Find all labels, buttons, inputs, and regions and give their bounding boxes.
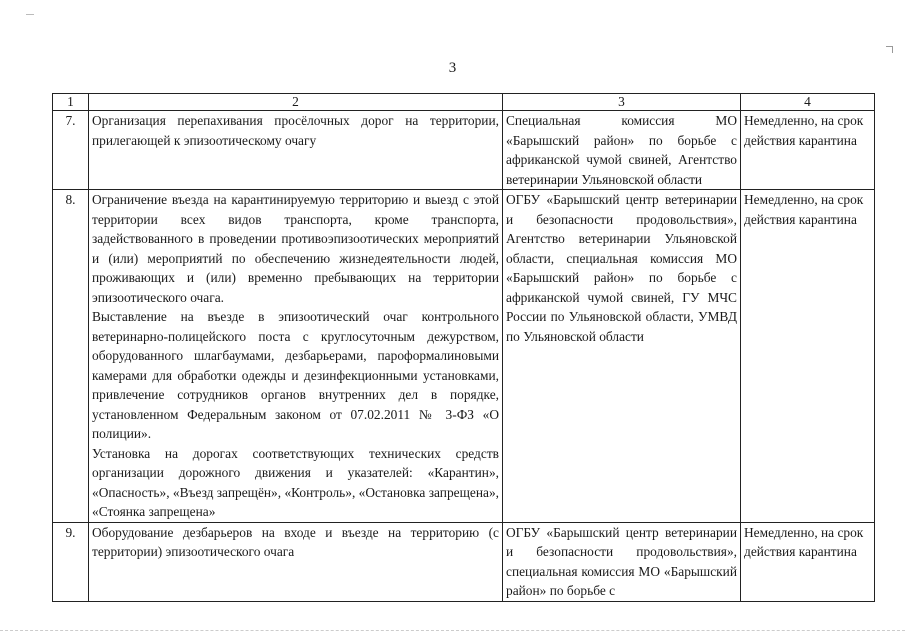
measure-text: Установка на дорогах соответствующих технических средств организации дорожного движения и указателей: «Карантин», «Опасность», «Въезд запрещён», «Контроль», «Остановка запрещена», «Стоянка запрещена» (92, 445, 499, 519)
table-row (53, 522, 875, 601)
page-number: 3 (448, 60, 457, 76)
scan-mark (26, 14, 34, 15)
header-col-1: 1 (53, 94, 89, 111)
row-number: 8. (53, 190, 89, 523)
responsible-cell: ОГБУ «Барышский центр ветеринарии и безопасности продовольствия», Агентство ветеринарии Ульяновской области, специальная комиссия МО «Барышский район» по борьбе с африканской чумой свиней, ГУ МЧС России по Ульяновской области, УМВД по Ульяновской области (503, 190, 741, 523)
scan-corner-mark (886, 46, 893, 53)
table-header-row (53, 94, 875, 111)
header-col-2: 2 (89, 94, 503, 111)
measure-cell (89, 111, 503, 190)
table-row (53, 111, 875, 190)
deadline-cell: Немедленно, на срок действия карантина (741, 190, 875, 523)
table-row (53, 190, 875, 523)
measure-text: Оборудование дезбарьеров на входе и въезде на территорию (с территории) эпизоотического очага (92, 524, 499, 559)
header-col-3: 3 (503, 94, 741, 111)
responsible-cell: Специальная комиссия МО «Барышский район» по борьбе с африканской чумой свиней, Агентство ветеринарии Ульяновской области (503, 111, 741, 190)
row-number: 9. (53, 522, 89, 601)
row-number: 7. (53, 111, 89, 190)
measure-cell (89, 190, 503, 523)
deadline-cell: Немедленно, на срок действия карантина (741, 111, 875, 190)
measure-cell (89, 522, 503, 601)
measure-text: Выставление на въезде в эпизоотический очаг контрольного ветеринарно-полицейского поста с круглосуточным дежурством, оборудованного шлагбаумами, дезбарьерами, пароформалиновыми камерами для обработки одежды и дезинфекционными установками, привлечение сотрудников органов внутренних дел в порядке, установленном Федеральным законом от 07.02.2011 № 3-ФЗ «О полиции». (92, 309, 499, 441)
page-edge (0, 630, 905, 632)
measures-table (52, 93, 875, 602)
measure-text: Организация перепахивания просёлочных дорог на территории, прилегающей к эпизоотическому очагу (92, 113, 499, 148)
deadline-cell: Немедленно, на срок действия карантина (741, 522, 875, 601)
measure-text: Ограничение въезда на карантинируемую территорию и выезд с этой территории всех видов транспорта, кроме транспорта, задействованного в проведении противоэпизоотических мероприятий и (или) мероприятий по обеспечению жизнедеятельности людей, проживающих и (или) временно пребывающих на территории эпизоотического очага. (92, 192, 499, 305)
header-col-4: 4 (741, 94, 875, 111)
responsible-cell: ОГБУ «Барышский центр ветеринарии и безопасности продовольствия», специальная комиссия МО «Барышский район» по борьбе с (503, 522, 741, 601)
